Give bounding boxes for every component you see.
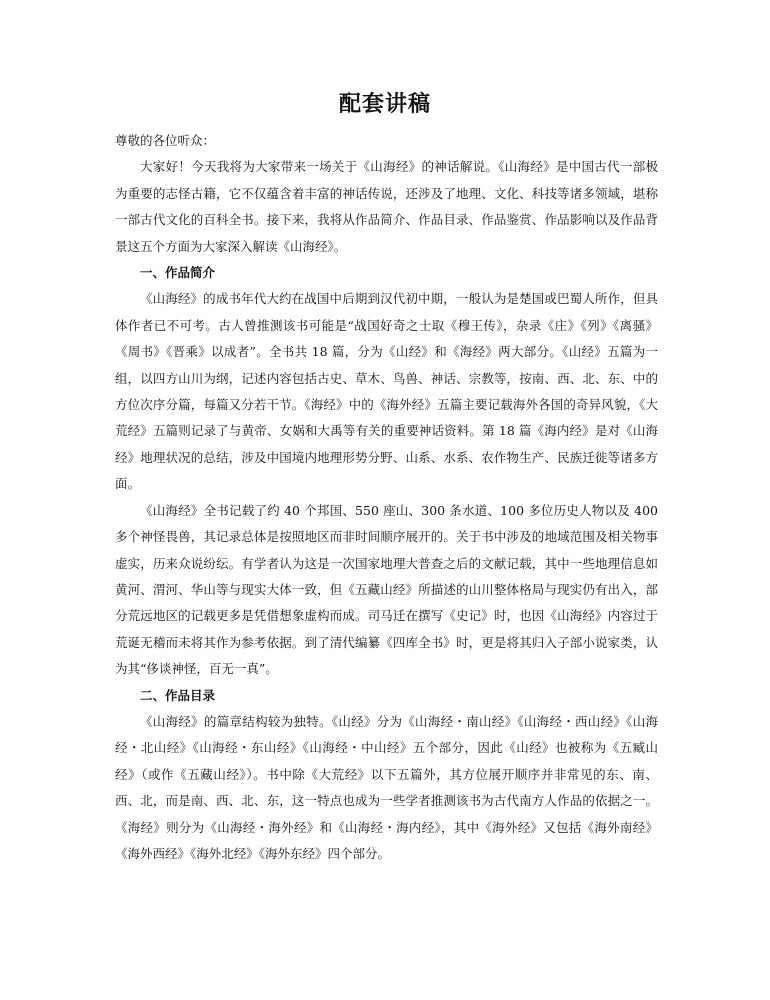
document-body xyxy=(115,128,658,867)
section-paragraph: 《山海经》的成书年代大约在战国中后期到汉代初中期，一般认为是楚国或巴蜀人所作，但具体作者已不可考。古人曾推测该书可能是“战国好奇之士取《穆王传》，杂录《庄》《列》《离骚》《周书》《晋乘》以成者”。全书共 18 篇，分为《山经》和《海经》两大部分。《山经》五篇为一组，以四方山川为纲，记述内容包括古史、草木、鸟兽、神话、宗教等，按南、西、北、东、中的方位次序分篇，每篇又分若干节。《海经》中的《海外经》五篇主要记载海外各国的奇异风貌，《大荒经》五篇则记录了与黄帝、女娲和大禹等有关的重要神话资料。第 18 篇《海内经》是对《山海经》地理状况的总结，涉及中国境内地理形势分野、山系、水系、农作物生产、民族迁徙等诸多方面。 xyxy=(115,291,658,492)
section-paragraph: 《山海经》全书记载了约 40 个邦国、550 座山、300 条水道、100 多位历史人物以及 400 多个神怪畏兽，其记录总体是按照地区而非时间顺序展开的。关于书中涉及的地域范围及相关物事虚实，历来众说纷纭。有学者认为这是一次国家地理大普查之后的文献记载，其中一些地理信息如黄河、渭河、华山等与现实大体一致，但《五藏山经》所描述的山川整体格局与现实仍有出入，部分荒远地区的记载更多是凭借想象虚构而成。司马迁在撰写《史记》时，也因《山海经》内容过于荒诞无稽而未将其作为参考依据。到了清代编纂《四库全书》时，更是将其归入子部小说家类，认为其“侈谈神怪，百无一真”。 xyxy=(115,502,658,677)
section-paragraph: 《山海经》的篇章结构较为独特。《山经》分为《山海经・南山经》《山海经・西山经》《山海经・北山经》《山海经・东山经》《山海经・中山经》五个部分，因此《山经》也被称为《五臧山经》（或作《五藏山经》）。书中除《大荒经》以下五篇外，其方位展开顺序并非常见的东、南、西、北，而是南、西、北、东，这一特点也成为一些学者推测该书为古代南方人作品的依据之一。《海经》则分为《山海经・海外经》和《山海经・海内经》，其中《海外经》又包括《海外南经》《海外西经》《海外北经》《海外东经》四个部分。 xyxy=(115,713,658,861)
intro-paragraph: 大家好！今天我将为大家带来一场关于《山海经》的神话解说。《山海经》是中国古代一部极为重要的志怪古籍，它不仅蕴含着丰富的神话传说，还涉及了地理、文化、科技等诸多领域，堪称一部古代文化的百科全书。接下来，我将从作品简介、作品目录、作品鉴赏、作品影响以及作品背景这五个方面为大家深入解读《山海经》。 xyxy=(115,159,658,254)
page-title: 配套讲稿 xyxy=(338,91,431,117)
section-heading-contents: 二、作品目录 xyxy=(140,687,216,703)
salutation: 尊敬的各位听众： xyxy=(115,133,216,148)
section-heading-intro: 一、作品简介 xyxy=(140,265,216,281)
